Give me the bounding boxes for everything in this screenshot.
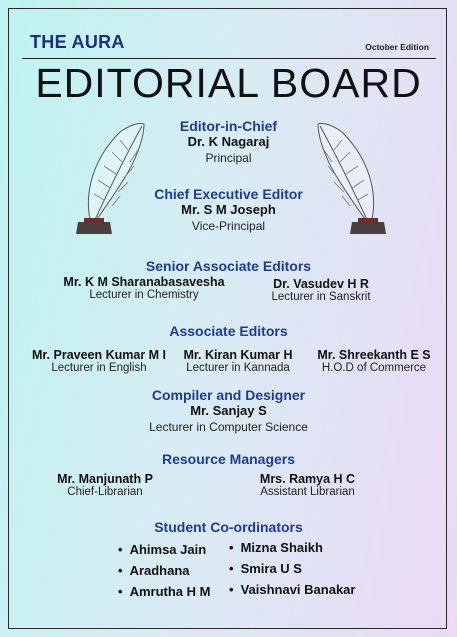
member-name: Mr. Manjunath P [57,472,153,486]
coordinator-list-left [118,542,210,605]
member-card [20,348,178,374]
member-name: Mr. Shreekanth E S [317,348,431,362]
member-name: Dr. Vasudev H R [273,277,369,291]
member-card [236,277,406,303]
magazine-title: THE AURA [30,32,125,52]
list-item: • Aradhana [118,563,210,584]
member-name: Mrs. Ramya H C [259,472,356,486]
list-item: • Ahimsa Jain [118,542,210,563]
list-item: • Vaishnavi Banakar [229,582,355,603]
member-role: Lecturer in Sanskrit [271,291,371,303]
member-card [50,472,160,498]
header-rule [22,58,436,59]
member-role: Lecturer in English [51,362,147,374]
section-heading: Compiler and Designer [151,387,306,403]
member-role: Vice-Principal [191,219,266,233]
member-card [172,348,304,374]
edition-label: October Edition [365,42,429,52]
coordinator-list-right [229,540,355,603]
member-name: Mr. Kiran Kumar H [183,348,293,362]
member-role: Chief-Librarian [67,486,143,498]
section-heading: Associate Editors [169,323,288,339]
list-item: • Mizna Shaikh [229,540,355,561]
member-card [250,472,365,498]
section-heading: Editor-in-Chief [179,118,278,134]
member-card [304,348,444,374]
member-role: H.O.D of Commerce [321,362,427,374]
chief-executive-editor-section [0,186,457,233]
member-name: Mr. Sanjay S [190,403,267,418]
member-name: Mr. S M Joseph [181,202,276,217]
resource-managers-heading [0,451,457,467]
compiler-designer-section [0,387,457,434]
page-title: EDITORIAL BOARD [35,60,422,106]
section-heading: Student Co-ordinators [154,519,303,535]
member-name: Mr. K M Sharanabasavesha [63,275,225,289]
student-coordinators-heading [0,519,457,535]
list-item: • Amrutha H M [118,584,210,605]
member-card [44,275,244,301]
section-heading: Chief Executive Editor [154,186,303,202]
editor-in-chief-section [0,118,457,165]
member-role: Lecturer in Chemistry [89,289,199,301]
member-name: Dr. K Nagaraj [187,134,270,149]
member-role: Lecturer in Kannada [186,362,290,374]
member-name: Mr. Praveen Kumar M I [31,348,167,362]
section-heading: Resource Managers [161,451,296,467]
senior-associate-editors-heading [0,258,457,274]
associate-editors-heading [0,323,457,339]
member-role: Assistant Librarian [260,486,355,498]
section-heading: Senior Associate Editors [145,258,312,274]
member-role: Lecturer in Computer Science [149,420,308,434]
list-item: • Smira U S [229,561,355,582]
member-role: Principal [205,151,252,165]
